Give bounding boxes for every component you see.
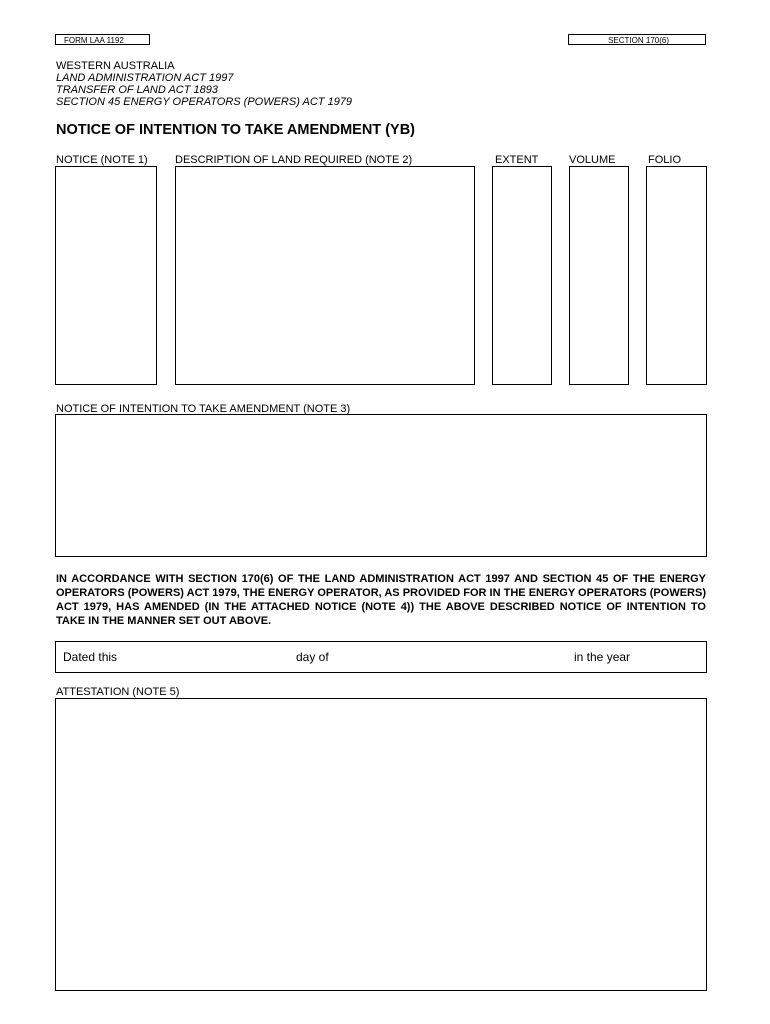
dated-this-label: Dated this	[63, 650, 118, 664]
notice-field[interactable]	[55, 166, 157, 385]
declaration-text: IN ACCORDANCE WITH SECTION 170(6) OF THE LAND ADMINISTRATION ACT 1997 AND SECTION 45 OF THE ENERGY OPERATORS (POWERS) ACT 1979, THE ENERGY OPERATOR, AS PROVIDED FOR IN THE ENERGY OPERATORS (POWERS) ACT 1979, HAS AMENDED (IN THE ATTACHED NOTICE (NOTE 4)) THE ABOVE DESCRIBED NOTICE OF INTENTION TO TAKE IN THE MANNER SET OUT ABOVE.	[56, 573, 706, 627]
amendment-field[interactable]	[55, 414, 707, 557]
column-label-folio: FOLIO	[648, 154, 682, 166]
form-title: NOTICE OF INTENTION TO TAKE AMENDMENT (YB)	[56, 122, 415, 138]
amendment-label: NOTICE OF INTENTION TO TAKE AMENDMENT (NOTE 3)	[56, 403, 351, 415]
jurisdiction: WESTERN AUSTRALIA	[56, 60, 175, 72]
section-ref: SECTION 170(6)	[608, 36, 669, 45]
folio-field[interactable]	[646, 166, 707, 385]
description-of-land-field[interactable]	[175, 166, 475, 385]
form-id: FORM LAA 1192	[64, 36, 124, 45]
act-transfer-of-land: TRANSFER OF LAND ACT 1893	[56, 84, 218, 96]
in-the-year-label: in the year	[574, 650, 631, 664]
column-label-notice: NOTICE (NOTE 1)	[56, 154, 148, 166]
column-label-description: DESCRIPTION OF LAND REQUIRED (NOTE 2)	[175, 154, 413, 166]
extent-field[interactable]	[492, 166, 552, 385]
column-label-volume: VOLUME	[569, 154, 616, 166]
volume-field[interactable]	[569, 166, 629, 385]
attestation-label: ATTESTATION (NOTE 5)	[56, 686, 180, 698]
attestation-field[interactable]	[55, 698, 707, 991]
section-ref-box	[568, 34, 706, 45]
column-label-extent: EXTENT	[495, 154, 539, 166]
dated-row	[55, 641, 707, 673]
act-energy-operators: SECTION 45 ENERGY OPERATORS (POWERS) ACT 1979	[56, 96, 353, 108]
form-id-box	[55, 34, 150, 45]
day-of-label: day of	[296, 650, 329, 664]
act-land-administration: LAND ADMINISTRATION ACT 1997	[56, 72, 234, 84]
